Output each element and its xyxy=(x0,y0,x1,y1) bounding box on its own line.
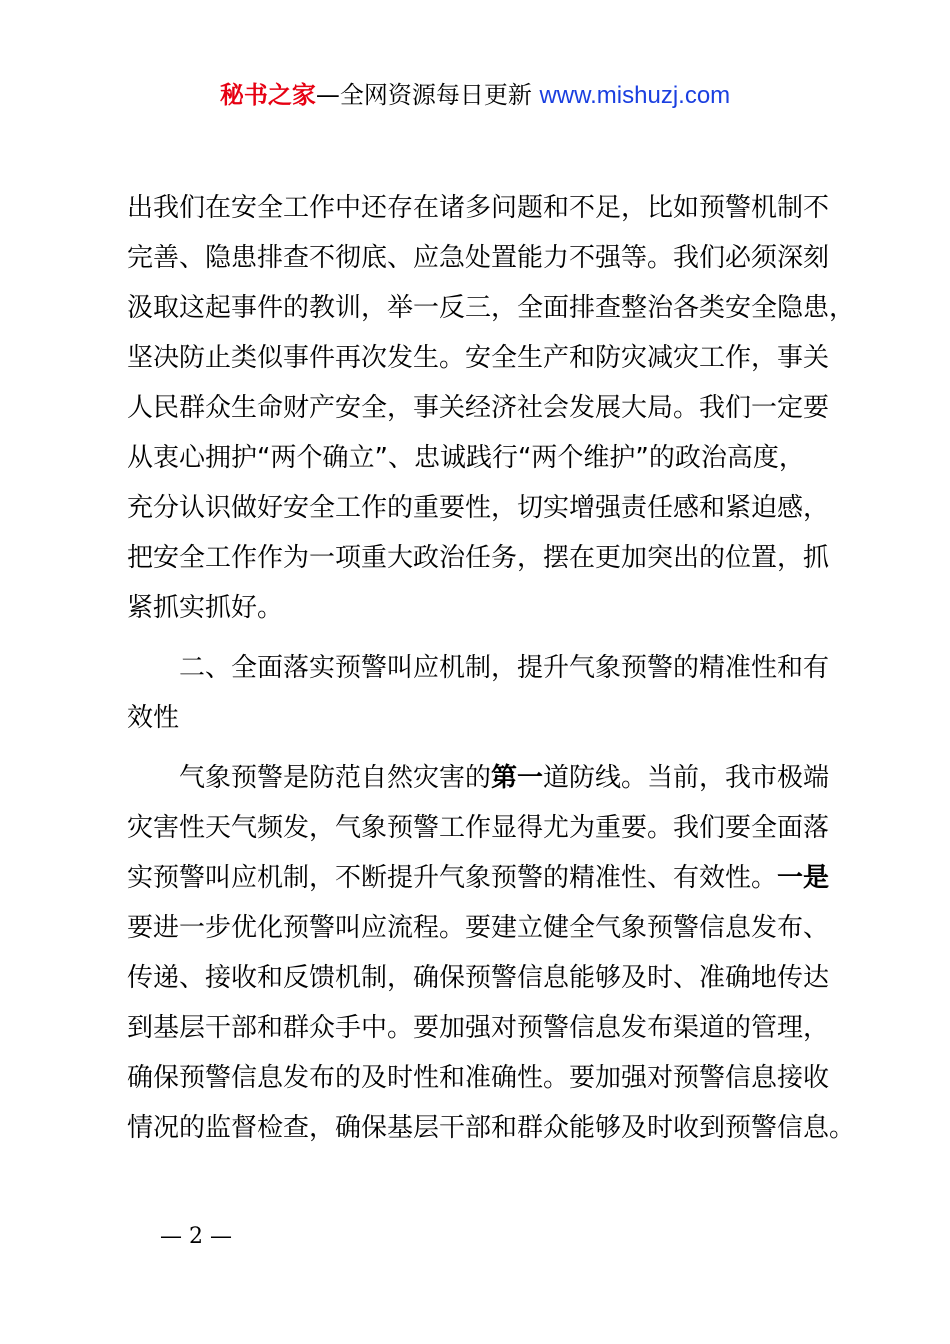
heading-line: 效性 xyxy=(127,703,180,733)
text-line: 坚决防止类似事件再次发生。安全生产和防灾减灾工作，事关 xyxy=(127,343,830,373)
text-line: 汲取这起事件的教训，举一反三，全面排查整治各类安全隐患， xyxy=(127,293,855,323)
paragraph-continuation xyxy=(127,183,855,633)
text-line: 实预警叫应机制，不断提升气象预警的精准性、有效性。一是 xyxy=(127,863,830,893)
emphasis-point-one: 一是 xyxy=(777,863,830,893)
text-line: 完善、隐患排查不彻底、应急处置能力不强等。我们必须深刻 xyxy=(127,243,830,273)
section-heading xyxy=(127,643,855,743)
text-line: 从衷心拥护“两个确立”、忠诚践行“两个维护”的政治高度， xyxy=(127,443,805,473)
emphasis-first: 第一 xyxy=(491,763,544,793)
text-line: 紧抓实抓好。 xyxy=(127,593,284,623)
text-line: 确保预警信息发布的及时性和准确性。要加强对预警信息接收 xyxy=(127,1063,830,1093)
text-line: 传递、接收和反馈机制，确保预警信息能够及时、准确地传达 xyxy=(127,963,830,993)
site-slogan: —全网资源每日更新 xyxy=(315,81,532,109)
text-line: 把安全工作作为一项重大政治任务，摆在更加突出的位置，抓 xyxy=(127,543,830,573)
text-line: 要进一步优化预警叫应流程。要建立健全气象预警信息发布、 xyxy=(127,913,830,943)
text-line: 灾害性天气频发，气象预警工作显得尤为重要。我们要全面落 xyxy=(127,813,830,843)
paragraph-weather-warning xyxy=(127,753,855,1153)
text-line: 气象预警是防范自然灾害的第一道防线。当前，我市极端 xyxy=(179,763,830,793)
text-line: 人民群众生命财产安全，事关经济社会发展大局。我们一定要 xyxy=(127,393,830,423)
text-line: 到基层干部和群众手中。要加强对预警信息发布渠道的管理， xyxy=(127,1013,830,1043)
text-line: 充分认识做好安全工作的重要性，切实增强责任感和紧迫感， xyxy=(127,493,830,523)
text-line: 出我们在安全工作中还存在诸多问题和不足，比如预警机制不 xyxy=(127,193,830,223)
page-number: — 2 — xyxy=(160,1224,232,1249)
site-brand: 秘书之家 xyxy=(219,81,316,109)
site-url-link[interactable]: www.mishuzj.com xyxy=(539,82,731,109)
text-line: 情况的监督检查，确保基层干部和群众能够及时收到预警信息。 xyxy=(127,1113,855,1143)
heading-line: 二、全面落实预警叫应机制，提升气象预警的精准性和有 xyxy=(179,653,830,683)
site-header xyxy=(0,78,950,113)
